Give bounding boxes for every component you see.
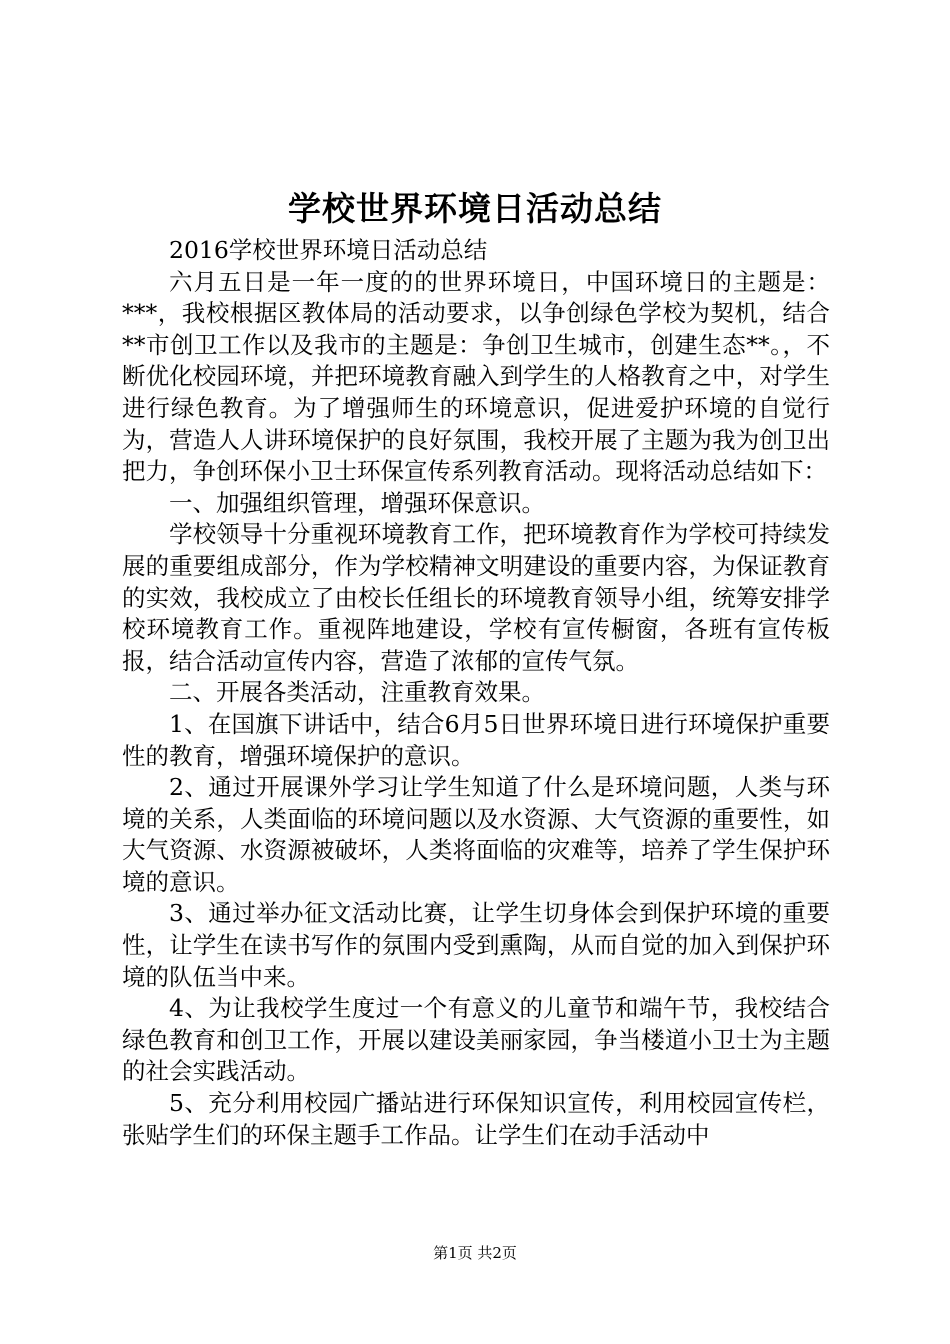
section-heading-2: 二、开展各类活动，注重教育效果。 [169, 678, 545, 707]
document-body [122, 235, 830, 1151]
list-item-3: 3、通过举办征文活动比赛，让学生切身体会到保护环境的重要性，让学生在读书写作的氛围内受到熏陶，从而自觉的加入到保护环境的队伍当中来。 [122, 899, 830, 991]
list-item-4: 4、为让我校学生度过一个有意义的儿童节和端午节，我校结合绿色教育和创卫工作，开展以建设美丽家园，争当楼道小卫士为主题的社会实践活动。 [122, 994, 830, 1086]
paragraph-subtitle: 2016学校世界环境日活动总结 [169, 236, 488, 264]
page-number-footer: 第1页 共2页 [433, 1244, 517, 1262]
paragraph-intro: 六月五日是一年一度的的世界环境日，中国环境日的主题是：***，我校根据区教体局的活动要求，以争创绿色学校为契机，结合**市创卫工作以及我市的主题是：争创卫生城市，创建生态**。，不断优化校园环境，并把环境教育融入到学生的人格教育之中，对学生进行绿色教育。为了增强师生的环境意识，促进爱护环境的自觉行为，营造人人讲环境保护的良好氛围，我校开展了主题为我为创卫出把力，争创环保小卫士环保宣传系列教育活动。现将活动总结如下： [122, 267, 830, 486]
paragraph-section-1: 学校领导十分重视环境教育工作，把环境教育作为学校可持续发展的重要组成部分，作为学校精神文明建设的重要内容，为保证教育的实效，我校成立了由校长任组长的环境教育领导小组，统筹安排学校环境教育工作。重视阵地建设，学校有宣传橱窗，各班有宣传板报，结合活动宣传内容，营造了浓郁的宣传气氛。 [122, 520, 830, 675]
document-title: 学校世界环境日活动总结 [288, 189, 662, 228]
list-item-1: 1、在国旗下讲话中，结合6月5日世界环境日进行环境保护重要性的教育，增强环境保护的意识。 [122, 709, 830, 770]
list-item-2: 2、通过开展课外学习让学生知道了什么是环境问题，人类与环境的关系，人类面临的环境问题以及水资源、大气资源的重要性，如大气资源、水资源被破坏，人类将面临的灾难等，培养了学生保护环境的意识。 [122, 773, 830, 896]
list-item-5: 5、充分利用校园广播站进行环保知识宣传，利用校园宣传栏，张贴学生们的环保主题手工作品。让学生们在动手活动中 [122, 1089, 830, 1149]
section-heading-1: 一、加强组织管理，增强环保意识。 [169, 488, 545, 517]
